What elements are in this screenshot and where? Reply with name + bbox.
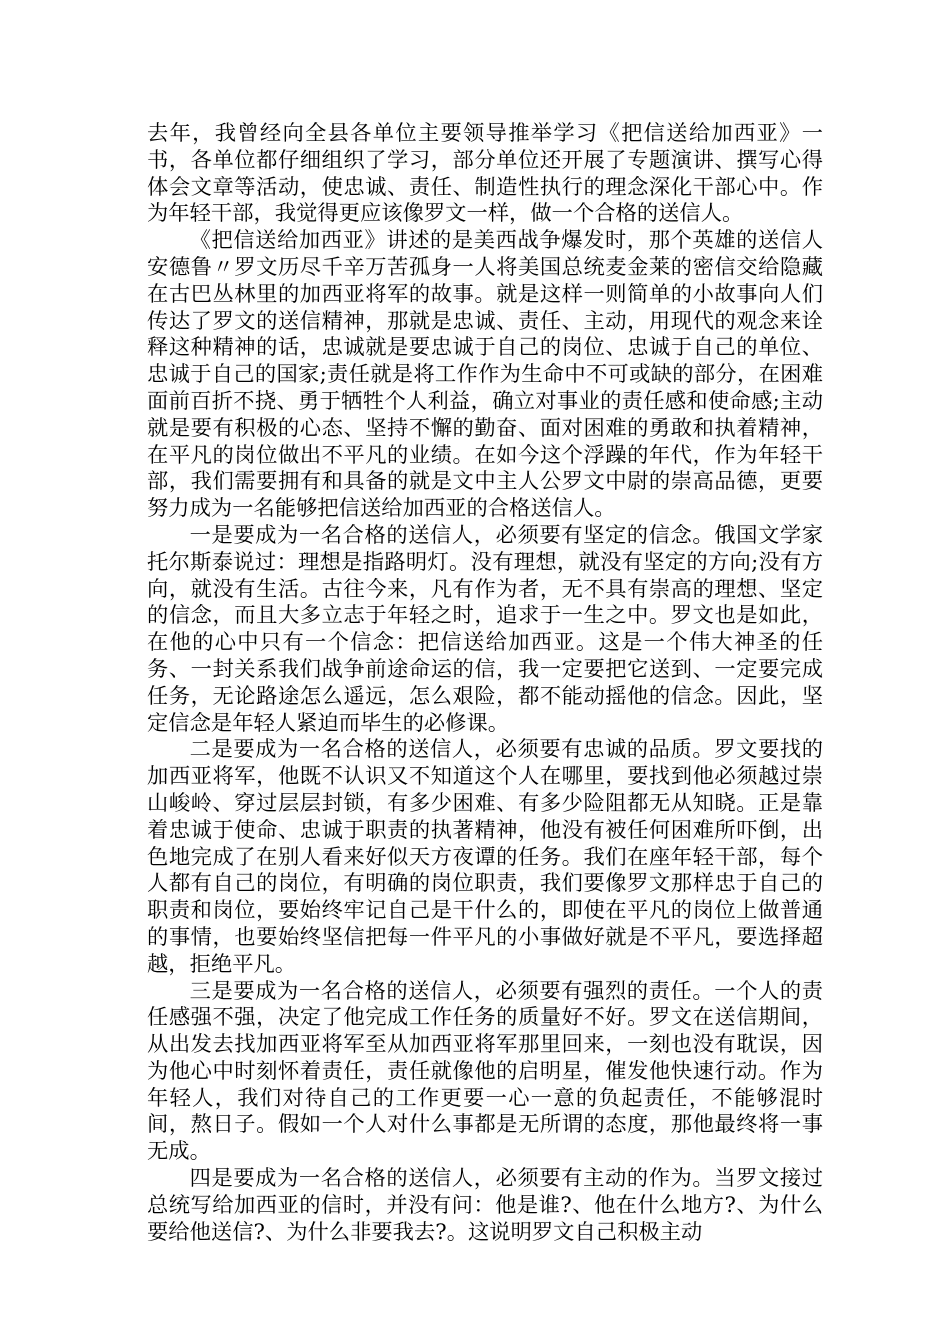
paragraph-point-loyalty: 二是要成为一名合格的送信人，必须要有忠诚的品质。罗文要找的加西亚将军，他既不认识又不知道这个人在哪里，要找到他必须越过崇山峻岭、穿过层层封锁，有多少困难、有多少险阻都无从知晓。正是靠着忠诚于使命、忠诚于职责的执著精神，他没有被任何困难所吓倒，出色地完成了在别人看来好似天方夜谭的任务。我们在座年轻干部，每个人都有自己的岗位，有明确的岗位职责，我们要像罗文那样忠于自己的职责和岗位，要始终牢记自己是干什么的，即使在平凡的岗位上做普通的事情，也要始终坚信把每一件平凡的小事做好就是不平凡，要选择超越，拒绝平凡。 [147, 737, 823, 977]
paragraph-book-summary: 《把信送给加西亚》讲述的是美西战争爆发时，那个英雄的送信人安德鲁〃罗文历尽千辛万苦孤身一人将美国总统麦金莱的密信交给隐藏在古巴丛林里的加西亚将军的故事。就是这样一则简单的小故事向人们传达了罗文的送信精神，那就是忠诚、责任、主动，用现代的观念来诠释这种精神的话，忠诚就是要忠诚于自己的岗位、忠诚于自己的单位、忠诚于自己的国家;责任就是将工作作为生命中不可或缺的部分，在困难面前百折不挠、勇于牺牲个人利益，确立对事业的责任感和使命感;主动就是要有积极的心态、坚持不懈的勤奋、面对困难的勇敢和执着精神，在平凡的岗位做出不平凡的业绩。在如今这个浮躁的年代，作为年轻干部，我们需要拥有和具备的就是文中主人公罗文中尉的崇高品德，更要努力成为一名能够把信送给加西亚的合格送信人。 [147, 228, 823, 522]
paragraph-intro: 去年，我曾经向全县各单位主要领导推举学习《把信送给加西亚》一书，各单位都仔细组织了学习，部分单位还开展了专题演讲、撰写心得体会文章等活动，使忠诚、责任、制造性执行的理念深化干部心中。作为年轻干部，我觉得更应该像罗文一样，做一个合格的送信人。 [147, 121, 823, 227]
paragraph-point-responsibility: 三是要成为一名合格的送信人，必须要有强烈的责任。一个人的责任感强不强，决定了他完成工作任务的质量好不好。罗文在送信期间，从出发去找加西亚将军至从加西亚将军那里回来，一刻也没有耽误，因为他心中时刻怀着责任，责任就像他的启明星，催发他快速行动。作为年轻人，我们对待自己的工作更要一心一意的负起责任，不能够混时间，熬日子。假如一个人对什么事都是无所谓的态度，那他最终将一事无成。 [147, 978, 823, 1165]
paragraph-point-belief: 一是要成为一名合格的送信人，必须要有坚定的信念。俄国文学家托尔斯泰说过：理想是指路明灯。没有理想，就没有坚定的方向;没有方向，就没有生活。古往今来，凡有作为者，无不具有崇高的理想、坚定的信念，而且大多立志于年轻之时，追求于一生之中。罗文也是如此，在他的心中只有一个信念：把信送给加西亚。这是一个伟大神圣的任务、一封关系我们战争前途命运的信，我一定要把它送到、一定要完成任务，无论路途怎么遥远，怎么艰险，都不能动摇他的信念。因此，坚定信念是年轻人紧迫而毕生的必修课。 [147, 522, 823, 736]
paragraph-point-initiative: 四是要成为一名合格的送信人，必须要有主动的作为。当罗文接过总统写给加西亚的信时，并没有问：他是谁?、他在什么地方?、为什么要给他送信?、为什么非要我去?。这说明罗文自己积极主动 [147, 1166, 823, 1245]
document-page [147, 121, 823, 1246]
